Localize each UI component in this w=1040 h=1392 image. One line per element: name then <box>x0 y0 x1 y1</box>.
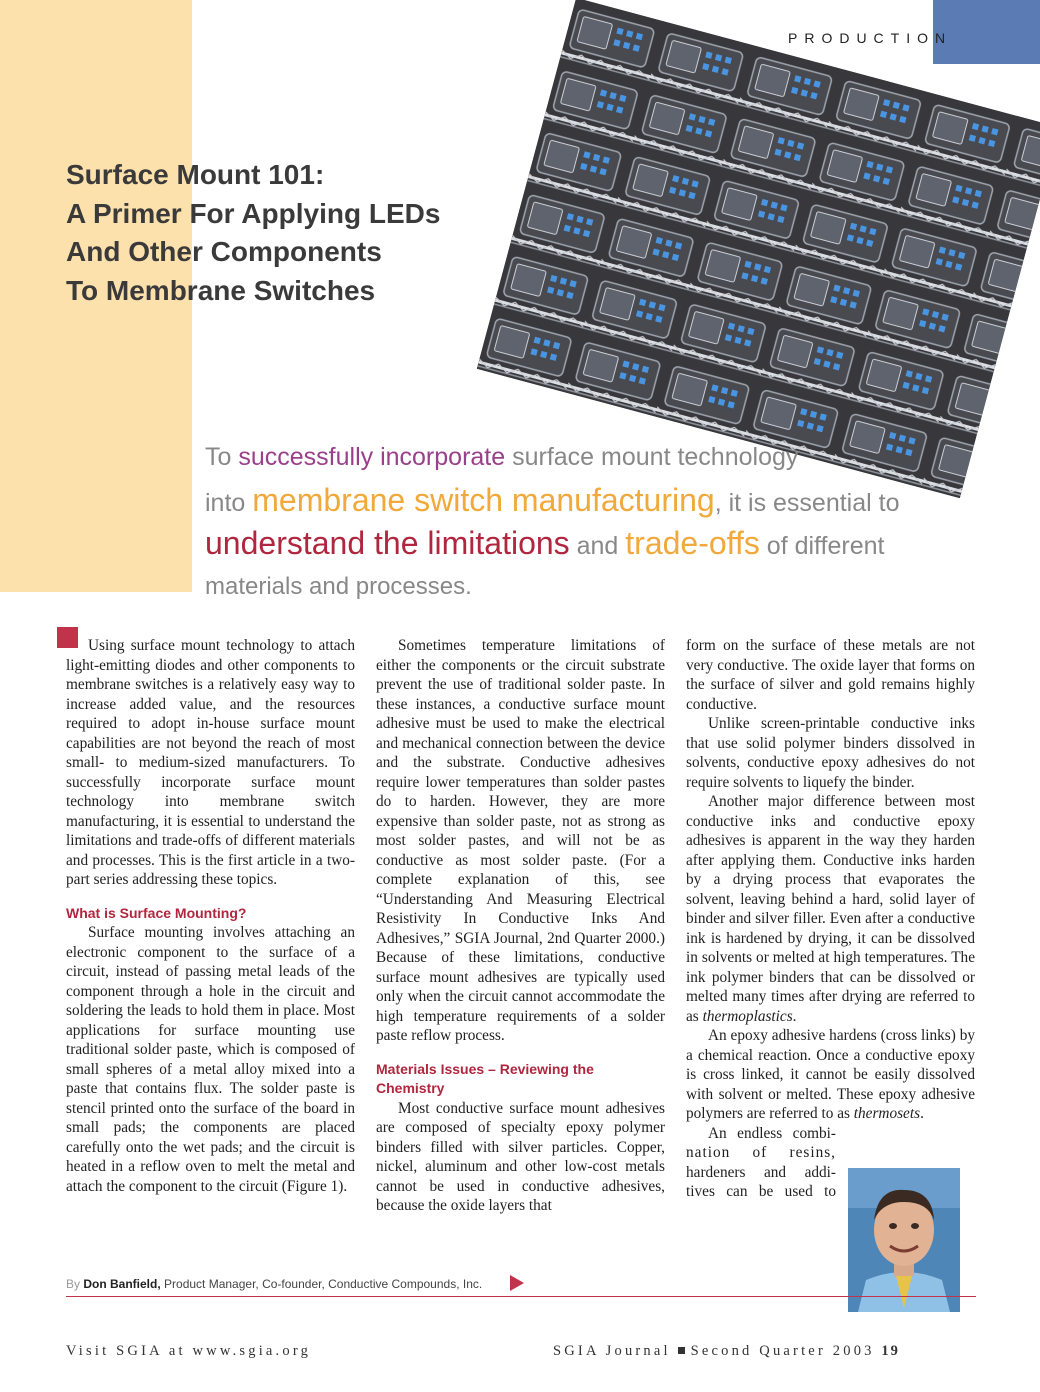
footer-square-icon <box>678 1347 685 1354</box>
byline-prefix: By <box>66 1277 84 1291</box>
body-column-1 <box>66 636 355 1196</box>
body-paragraph: Surface mounting involves attaching an electronic component to the surface of a circuit, instead of passing metal leads of the component through a hole in the circuit and soldering the leads to hold them in place. Most applications for surface mounting use traditional solder paste, which is composed of small spheres of a metal alloy mixed into a paste that contains flux. The solder paste is stencil printed onto the surface of the board in small pads; the components are placed carefully onto the wet pads; and the circuit is heated in a reflow oven to melt the metal and attach the component to the circuit (Figure 1). <box>66 924 355 1195</box>
body-column-3 <box>686 636 975 1202</box>
body-emphasis: thermosets <box>853 1105 921 1122</box>
body-paragraph: Using surface mount technology to attach light-emitting diodes and other components to membrane switches is a relatively easy way to increase added value, and the resources required to adopt in-house surface mount capabilities are not beyond the reach of most small- to medium-sized manufacturers. To successfully incorporate surface mount technology into membrane switch manufacturing, it is essential to understand the limitations and trade-offs of different materials and processes. This is the first article in a two-part series addressing these topics. <box>66 637 355 888</box>
section-heading: What is Surface Mounting? <box>66 904 247 921</box>
footer-rule <box>66 1296 976 1297</box>
footer-journal: SGIA Journal <box>553 1343 671 1359</box>
footer-issue: Second Quarter 2003 <box>690 1343 875 1359</box>
body-paragraph <box>686 792 975 1026</box>
body-line: hardeners and addi- <box>686 1163 836 1181</box>
deck-highlight-1: successfully incorporate <box>238 443 506 471</box>
led-panels-illustration <box>477 0 1040 498</box>
deck-highlight-3: understand the limitations <box>205 525 570 561</box>
footer-publication <box>553 1343 900 1360</box>
title-line-4: To Membrane Switches <box>66 274 376 306</box>
article-title <box>66 156 546 310</box>
deck-text: and <box>569 532 626 560</box>
body-emphasis: thermoplastics <box>702 1007 793 1025</box>
deck-text: To <box>205 443 239 471</box>
body-text: Another major difference between most conductive inks and conductive epoxy adhesives is apparent in the way they harden after applying them. Conductive inks harden by a drying process that evaporates the solvent, leaving behind a hard, solid layer of binder and silver filler. Even after a conductive ink is hardened by drying, it can be dissolved in solvents or melted at high temperatures. The ink polymer binders that can be dissolved or melted many times after drying are referred to as <box>686 793 975 1025</box>
body-line: An endless combi- <box>708 1124 836 1142</box>
article-deck <box>205 436 1005 608</box>
deck-line-3 <box>205 522 1005 565</box>
deck-line-4: materials and processes. <box>205 573 472 600</box>
deck-highlight-2: membrane switch manufacturing <box>252 482 715 518</box>
title-line-1: Surface Mount 101: <box>66 159 325 190</box>
deck-text: , it is essential to <box>714 489 900 517</box>
body-column-2 <box>376 636 665 1216</box>
body-text: . <box>920 1105 924 1122</box>
deck-line-1 <box>205 436 1005 479</box>
byline-author: Don Banfield, <box>83 1277 161 1291</box>
body-text: . <box>792 1007 797 1025</box>
body-paragraph: Most conductive surface mount adhesives are composed of specialty epoxy polymer binders filled with silver particles. Copper, nickel, aluminum and other low-cost metals cannot be used in conductive adhesives, because the oxide layers that <box>376 1099 665 1214</box>
body-line: nation of resins, <box>686 1144 836 1161</box>
byline <box>66 1277 482 1291</box>
deck-highlight-4: trade-offs <box>625 525 760 561</box>
hero-photo <box>477 0 1040 498</box>
body-paragraph: Sometimes temperature limitations of either the components or the circuit substrate prevent the use of traditional solder paste. In these instances, a conductive surface mount adhesive must be used to make the electrical and mechanical connection between the device and the substrate. Conductive adhesives require lower temperatures than solder pastes do to harden. However, they are more expensive than solder paste, not as strong as most solder pastes, and will not be as conductive as most solder paste. (For a complete explanation of this, see “Understanding And Measuring Electrical Resistivity In Conductive Inks And Adhesives,” SGIA Journal, 2nd Quarter 2000.) Because of these limitations, conductive surface mount adhesives are typically used only when the circuit cannot accommodate the high temperature requirements of a solder paste reflow process. <box>376 637 665 1044</box>
byline-arrow-icon <box>510 1275 524 1291</box>
byline-role: Product Manager, Co-founder, Conductive Compounds, Inc. <box>160 1277 483 1291</box>
deck-line-2 <box>205 479 1005 522</box>
section-heading: Materials Issues – Reviewing the Chemistry <box>376 1060 594 1096</box>
footer-website: Visit SGIA at www.sgia.org <box>66 1343 312 1359</box>
deck-text: of different <box>759 532 885 560</box>
title-line-3: And Other Components <box>66 236 382 267</box>
body-paragraph: Unlike screen-printable conductive inks that use solid polymer binders dissolved in solvents, conductive epoxy adhesives do not require solvents to liquefy the binder. <box>686 715 975 791</box>
body-line: tives can be used to <box>686 1183 836 1200</box>
body-paragraph-wrapped <box>686 1124 836 1202</box>
page-number: 19 <box>881 1343 900 1359</box>
deck-text: into <box>205 489 253 517</box>
body-paragraph: form on the surface of these metals are not very conductive. The oxide layer that forms on the surface of silver and gold remains highly conductive. <box>686 637 975 713</box>
body-text: An epoxy adhesive hardens (cross links) by a chemical reaction. Once a conductive epoxy is cross linked, it cannot be easily dissolved with solvent or melted. These epoxy adhesive polymers are referred to as <box>686 1027 975 1122</box>
deck-text: surface mount technology <box>505 443 799 471</box>
body-paragraph <box>686 1026 975 1124</box>
section-label: PRODUCTION <box>788 30 953 46</box>
author-portrait-illustration <box>848 1168 960 1312</box>
author-photo <box>848 1168 960 1312</box>
title-line-2: A Primer For Applying LEDs <box>66 197 441 229</box>
